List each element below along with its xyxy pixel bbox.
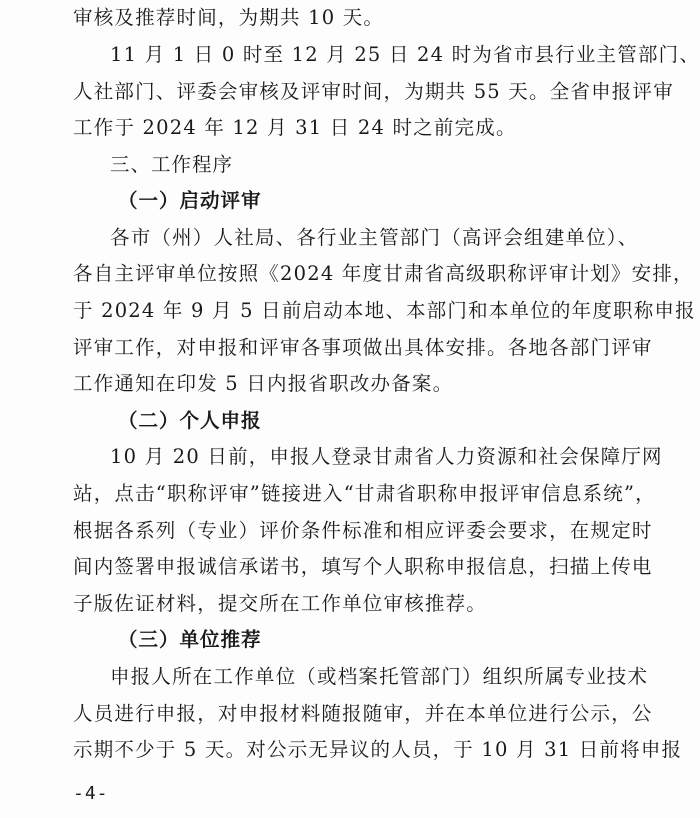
paragraph-start: 申报人所在工作单位（或档案托管部门）组织所属专业技术 bbox=[110, 665, 649, 688]
text-line: 人员进行申报，对申报材料随报随审，并在本单位进行公示，公 bbox=[73, 702, 653, 725]
paragraph-start: 10 月 20 日前，申报人登录甘肃省人力资源和社会保障厅网 bbox=[110, 445, 663, 468]
text-line: 工作通知在印发 5 日内报省职改办备案。 bbox=[73, 372, 454, 395]
text-line: 站，点击“职称评审”链接进入“甘肃省职称申报评审信息系统”， bbox=[73, 482, 656, 505]
subsection-heading: （三）单位推荐 bbox=[118, 628, 262, 651]
subsection-heading: （二）个人申报 bbox=[118, 409, 262, 432]
text-line: 各自主评审单位按照《2024 年度甘肃省高级职称评审计划》安排， bbox=[73, 262, 694, 285]
text-line: 审核及推荐时间，为期共 10 天。 bbox=[73, 6, 385, 29]
text-line: 间内签署申报诚信承诺书，填写个人职称申报信息，扫描上传电 bbox=[73, 555, 653, 578]
page-number: -4- bbox=[73, 783, 109, 804]
text-line: 评审工作，对申报和评审各事项做出具体安排。各地各部门评审 bbox=[73, 336, 653, 359]
text-line: 子版佐证材料，提交所在工作单位审核推荐。 bbox=[73, 592, 488, 615]
section-heading: 三、工作程序 bbox=[110, 153, 234, 176]
text-line: 根据各系列（专业）评价条件标准和相应评委会要求，在规定时 bbox=[73, 519, 653, 542]
text-line: 示期不少于 5 天。对公示无异议的人员，于 10 月 31 日前将申报 bbox=[73, 738, 683, 761]
paragraph-start: 各市（州）人社局、各行业主管部门（高评会组建单位）、 bbox=[110, 226, 639, 249]
text-line: 人社部门、评委会审核及评审时间，为期共 55 天。全省申报评审 bbox=[73, 80, 674, 103]
paragraph-start: 11 月 1 日 0 时至 12 月 25 日 24 时为省市县行业主管部门、 bbox=[110, 43, 700, 66]
subsection-heading: （一）启动评审 bbox=[118, 189, 262, 212]
text-line: 于 2024 年 9 月 5 日前启动本地、本部门和本单位的年度职称申报 bbox=[73, 299, 696, 322]
text-line: 工作于 2024 年 12 月 31 日 24 时之前完成。 bbox=[73, 116, 517, 139]
